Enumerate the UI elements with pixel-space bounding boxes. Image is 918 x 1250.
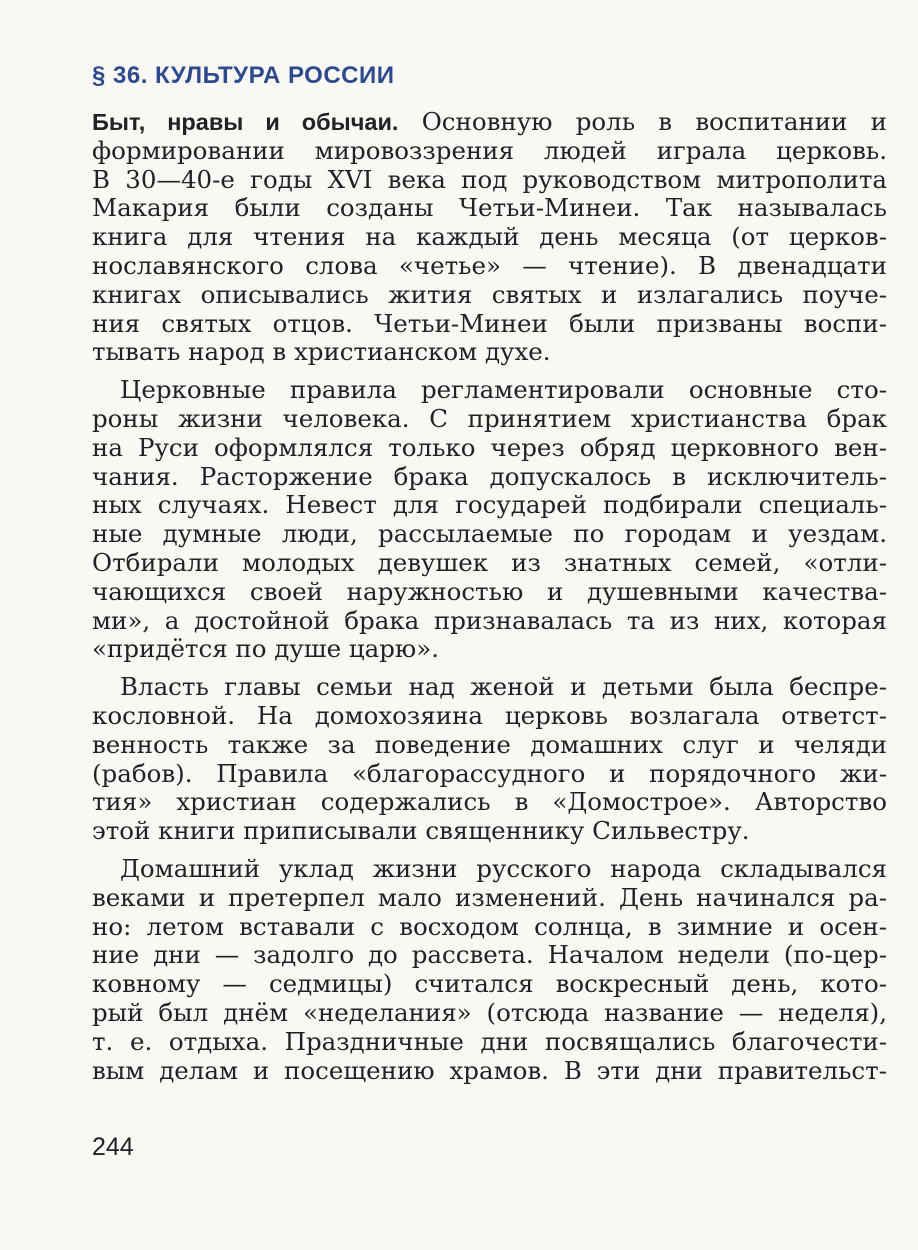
text-line: формировании мировоззрения людей играла церковь. (92, 135, 887, 165)
text-line: ные думные люди, рассылаемые по городам и уездам. (92, 519, 887, 549)
paragraph-lead: Быт, нравы и обычаи. (92, 109, 399, 135)
text-line: т. е. отдыха. Праздничные дни посвящались благочести- (92, 1026, 887, 1056)
text-line: ковному — седмицы) считался воскресный день, кото- (92, 969, 887, 999)
text-line: ние дни — задолго до рассвета. Началом недели (по-цер- (92, 940, 887, 970)
text-line: веками и претерпел мало изменений. День начинался ра- (92, 882, 887, 912)
text-line: Отбирали молодых девушек из знатных семей, «отли- (92, 547, 887, 577)
text-line: на Руси оформлялся только через обряд церковного вен- (92, 432, 887, 462)
text-line: книга для чтения на каждый день месяца (от церков- (92, 222, 887, 252)
text-line: тывать народ в христианском духе. (92, 337, 551, 367)
text-line: В 30—40-е годы XVI века под руководством митрополита (92, 164, 887, 194)
paragraph-2 (92, 376, 887, 664)
text-line: Церковные правила регламентировали основные сто- (120, 375, 887, 405)
text-line: вым делам и посещению храмов. В эти дни правительст- (92, 1055, 887, 1085)
text-line: «придётся по душе царю». (92, 634, 440, 664)
text-line: книгах описывались жития святых и излагались поуче- (92, 279, 887, 309)
text-line: но: летом вставали с восходом солнца, в зимние и осен- (92, 911, 887, 941)
text-line: тия» христиан содержались в «Домострое». Авторство (92, 787, 887, 817)
text-line: ния святых отцов. Четьи-Минеи были призваны воспи- (92, 308, 887, 338)
paragraph-1 (92, 108, 887, 367)
text-line: нославянского слова «четье» — чтение). В двенадцати (92, 250, 887, 280)
text-line: чающихся своей наружностью и душевными качества- (92, 576, 887, 606)
text-line: Быт, нравы и обычаи. Основную роль в воспитании и (92, 107, 887, 136)
text-line: роны жизни человека. С принятием христианства брак (92, 403, 887, 433)
text-line: ных случаях. Невест для государей подбирали специаль- (92, 490, 887, 520)
text-line: Макария были созданы Четьи-Минеи. Так называлась (92, 193, 887, 223)
text-line: рый был днём «неделания» (отсюда название — неделя), (92, 997, 887, 1027)
text-line: Домашний уклад жизни русского народа складывался (120, 853, 887, 883)
page-number: 244 (92, 1133, 134, 1161)
paragraph-3 (92, 673, 887, 846)
text-line: венность также за поведение домашних слуг и челяди (92, 729, 887, 759)
paragraph-4 (92, 855, 887, 1085)
text-line: этой книги приписывали священнику Сильвестру. (92, 816, 750, 846)
text-line: ми», а достойной брака признавалась та из них, которая (92, 605, 887, 635)
section-heading: § 36. КУЛЬТУРА РОССИИ (92, 62, 395, 89)
text-line: кословной. На домохозяина церковь возлагала ответст- (92, 700, 887, 730)
text-line: (рабов). Правила «благорассудного и порядочного жи- (92, 758, 887, 788)
text-line: Власть главы семьи над женой и детьми была беспре- (120, 672, 887, 702)
body-text (92, 108, 887, 1094)
text-line: чания. Расторжение брака допускалось в исключитель- (92, 461, 887, 491)
